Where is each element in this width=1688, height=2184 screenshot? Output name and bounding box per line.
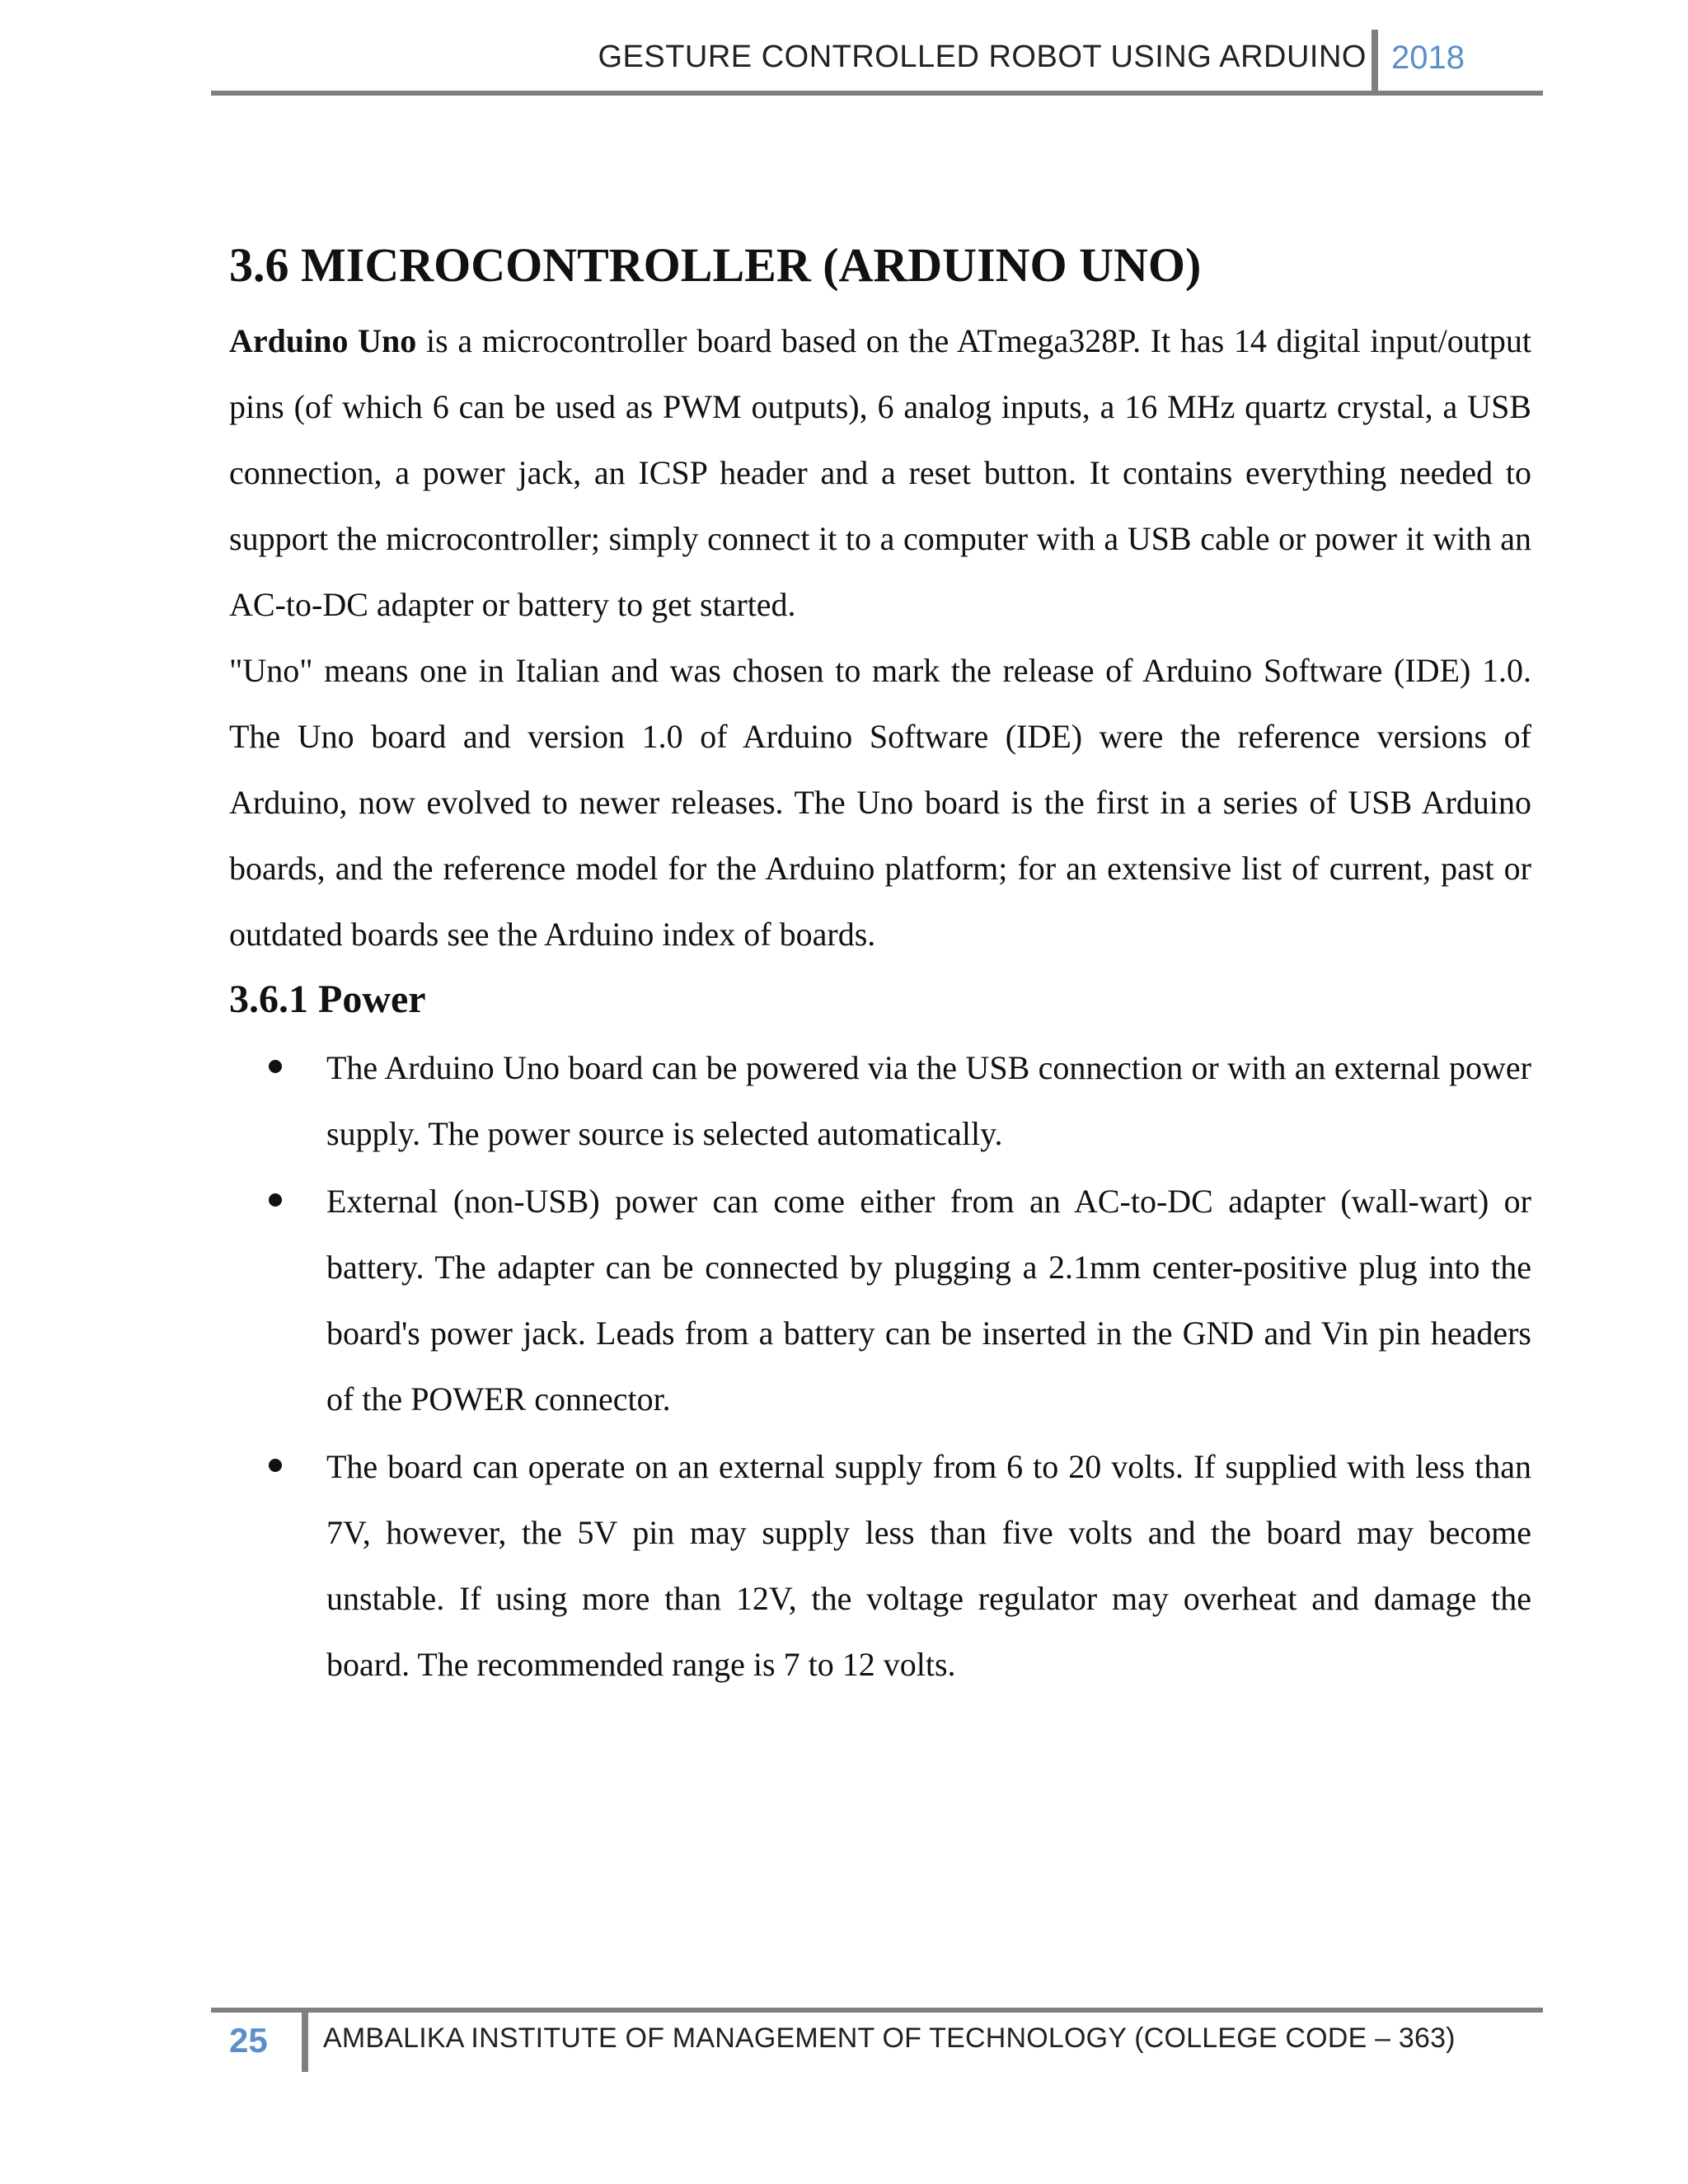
section-title: 3.6 MICROCONTROLLER (ARDUINO UNO)	[229, 238, 1202, 292]
power-bullet-list	[229, 1035, 1531, 1698]
footer-institute: AMBALIKA INSTITUTE OF MANAGEMENT OF TECHNOLOGY (COLLEGE CODE – 363)	[323, 2022, 1456, 2054]
list-item	[326, 1434, 1531, 1698]
list-item	[326, 1035, 1531, 1167]
footer-divider	[302, 2008, 308, 2072]
bullet-icon	[269, 1060, 282, 1073]
page-header	[211, 30, 1543, 96]
header-title: GESTURE CONTROLLED ROBOT USING ARDUINO	[598, 40, 1367, 74]
bullet-icon	[269, 1193, 282, 1207]
header-divider	[1372, 30, 1378, 94]
page-number: 25	[229, 2021, 268, 2060]
header-rule	[211, 91, 1543, 96]
footer-rule	[211, 2008, 1543, 2013]
list-item	[326, 1169, 1531, 1432]
page-footer	[211, 2008, 1543, 2074]
bullet-text: The board can operate on an external supply from 6 to 20 volts. If supplied with less than 7V, however, the 5V pin may supply less than five volts and the board may become unstable. If using more than 12V, the voltage regulator may overheat and damage the board. The recommended range is 7 to 12 volts.	[326, 1448, 1531, 1683]
header-year: 2018	[1391, 40, 1465, 76]
intro-text: is a microcontroller board based on the ATmega328P. It has 14 digital input/output pins (of which 6 can be used as PWM outputs), 6 analog inputs, a 16 MHz quartz crystal, a USB connection, a power jack, an ICSP header and a reset button. It contains everything needed to support the microcontroller; simply connect it to a computer with a USB cable or power it with an AC-to-DC adapter or battery to get started.	[229, 322, 1531, 623]
uno-paragraph: "Uno" means one in Italian and was chosen to mark the release of Arduino Software (IDE) 1.0. The Uno board and version 1.0 of Arduino Software (IDE) were the reference versions of Arduino, now evolved to newer releases. The Uno board is the first in a series of USB Arduino boards, and the reference model for the Arduino platform; for an extensive list of current, past or outdated boards see the Arduino index of boards.	[229, 652, 1531, 953]
bullet-icon	[269, 1459, 282, 1472]
intro-lead: Arduino Uno	[229, 322, 417, 359]
intro-paragraph	[229, 308, 1531, 638]
bullet-text: External (non-USB) power can come either from an AC-to-DC adapter (wall-wart) or battery. The adapter can be connected by plugging a 2.1mm center-positive plug into the board's power jack. Leads from a battery can be inserted in the GND and Vin pin headers of the POWER connector.	[326, 1183, 1531, 1418]
bullet-text: The Arduino Uno board can be powered via the USB connection or with an external power supply. The power source is selected automatically.	[326, 1049, 1531, 1152]
subsection-title: 3.6.1 Power	[229, 977, 426, 1021]
page-content	[229, 231, 1531, 1699]
